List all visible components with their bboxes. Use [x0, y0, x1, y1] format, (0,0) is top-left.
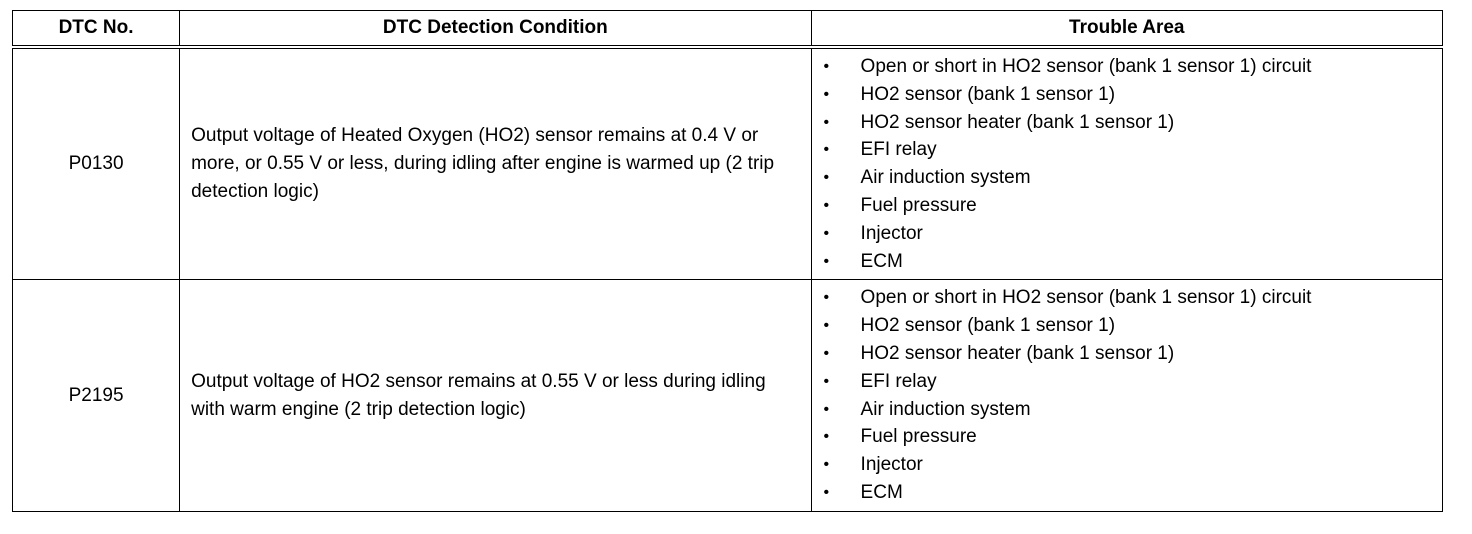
bullet-icon: •	[823, 456, 830, 474]
list-item-text: Air induction system	[860, 398, 1031, 420]
list-item-text: HO2 sensor (bank 1 sensor 1)	[860, 315, 1116, 337]
trouble-area-cell	[811, 280, 1442, 511]
list-item	[812, 368, 1442, 396]
header-trouble-area: Trouble Area	[811, 11, 1442, 48]
list-item	[812, 136, 1442, 164]
bullet-icon: •	[823, 252, 830, 270]
list-item	[812, 192, 1442, 220]
list-item	[812, 164, 1442, 192]
bullet-icon: •	[823, 141, 830, 159]
list-item-text: Open or short in HO2 sensor (bank 1 sensor 1) circuit	[860, 56, 1312, 77]
list-item	[812, 312, 1442, 340]
header-condition: DTC Detection Condition	[180, 11, 811, 48]
bullet-icon: •	[823, 483, 830, 501]
list-item	[812, 451, 1442, 479]
list-item-text: EFI relay	[860, 370, 937, 392]
list-item-text: Injector	[860, 454, 923, 476]
list-item-text: Fuel pressure	[860, 194, 977, 216]
list-item	[812, 109, 1442, 137]
list-item	[812, 53, 1442, 81]
bullet-icon: •	[823, 400, 830, 418]
list-item-text: Injector	[860, 222, 923, 244]
trouble-area-list	[812, 53, 1442, 275]
detection-condition-cell: Output voltage of Heated Oxygen (HO2) sensor remains at 0.4 V or more, or 0.55 V or less, during idling after engine is warmed up (2 trip detection logic)	[180, 47, 811, 280]
table-row	[13, 280, 1443, 511]
list-item-text: Fuel pressure	[860, 426, 977, 448]
trouble-area-cell	[811, 47, 1442, 280]
list-item-text: ECM	[860, 250, 903, 272]
list-item-text: EFI relay	[860, 139, 937, 161]
list-item	[812, 220, 1442, 248]
header-dtc-no: DTC No.	[13, 11, 180, 48]
list-item	[812, 396, 1442, 424]
list-item-text: HO2 sensor heater (bank 1 sensor 1)	[860, 342, 1175, 364]
bullet-icon: •	[823, 372, 830, 390]
bullet-icon: •	[823, 317, 830, 335]
list-item-text: Air induction system	[860, 167, 1031, 189]
bullet-icon: •	[823, 169, 830, 187]
detection-condition-cell: Output voltage of HO2 sensor remains at 0.55 V or less during idling with warm engine (2 trip detection logic)	[180, 280, 811, 511]
list-item-text: ECM	[860, 481, 903, 503]
dtc-number-cell: P0130	[13, 47, 180, 280]
list-item	[812, 340, 1442, 368]
list-item	[812, 423, 1442, 451]
table-row	[13, 47, 1443, 280]
bullet-icon: •	[823, 113, 830, 131]
list-item-text: Open or short in HO2 sensor (bank 1 sensor 1) circuit	[860, 287, 1312, 309]
bullet-icon: •	[823, 289, 830, 307]
bullet-icon: •	[823, 85, 830, 103]
bullet-icon: •	[823, 428, 830, 446]
list-item	[812, 479, 1442, 507]
bullet-icon: •	[823, 344, 830, 362]
list-item-text: HO2 sensor heater (bank 1 sensor 1)	[860, 111, 1175, 133]
bullet-icon: •	[823, 224, 830, 242]
dtc-number-cell: P2195	[13, 280, 180, 511]
list-item	[812, 248, 1442, 276]
list-item-text: HO2 sensor (bank 1 sensor 1)	[860, 83, 1116, 105]
trouble-area-list	[812, 284, 1442, 506]
header-row	[13, 11, 1443, 48]
list-item	[812, 284, 1442, 312]
dtc-table	[12, 10, 1443, 512]
bullet-icon: •	[823, 196, 830, 214]
bullet-icon: •	[823, 58, 830, 75]
list-item	[812, 81, 1442, 109]
